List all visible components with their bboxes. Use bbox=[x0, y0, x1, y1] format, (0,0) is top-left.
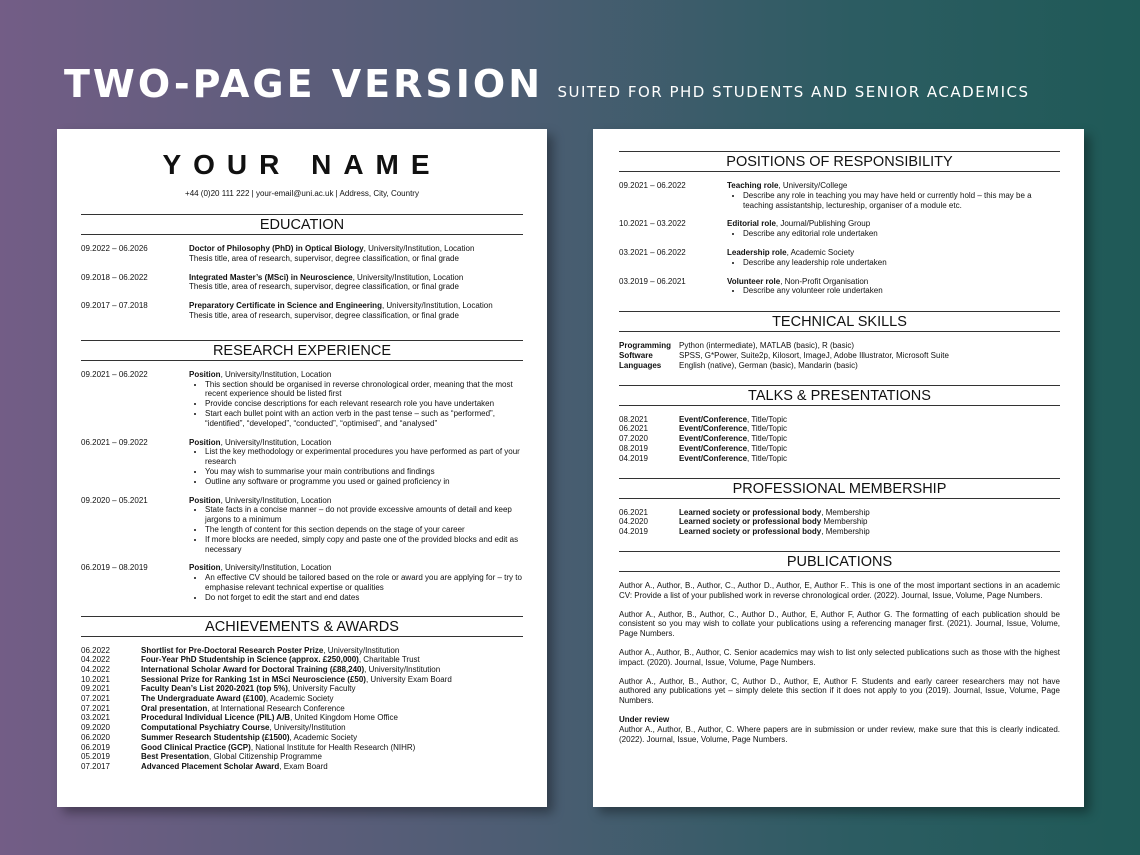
entry-title: Editorial role bbox=[727, 219, 776, 229]
bullet-item: • List the key methodology or experimental procedures you have performed as part of your research bbox=[205, 447, 523, 467]
entry-date: 09.2021 – 06.2022 bbox=[81, 369, 148, 379]
entry-title: Position bbox=[189, 437, 221, 447]
row-title: Computational Psychiatry Course bbox=[141, 723, 270, 733]
entry-date: 10.2021 – 03.2022 bbox=[619, 219, 686, 229]
row-body bbox=[141, 694, 523, 704]
banner-title: TWO-PAGE VERSION bbox=[64, 62, 544, 106]
row-title: Learned society or professional body bbox=[679, 507, 822, 517]
publication-item: Author A., Author, B., Author, C. Senior academics may wish to list only selected publications such as those with the highest impact. (2020). Journal, Issue, Volume, Page Numbers. bbox=[619, 647, 1060, 667]
award-row bbox=[81, 743, 523, 753]
entry-institution: , University/Institution, Location bbox=[381, 301, 493, 311]
row-title: Summer Research Studentship (£1500) bbox=[141, 732, 290, 742]
row-body bbox=[679, 508, 1060, 518]
entry-institution: , University/Institution, Location bbox=[220, 495, 332, 505]
cv-entry bbox=[81, 273, 523, 293]
talk-row bbox=[619, 454, 1060, 464]
row-date: 09.2020 bbox=[81, 723, 110, 733]
publication-item: Author A., Author, B., Author, C., Author D., Author, E, Author F.. This is one of the most important sections in an academic CV: Provide a list of your published work in reverse chronological order. (2022). Journal, Issue, Volume, Page Numbers. bbox=[619, 580, 1060, 600]
entry-body bbox=[727, 181, 1060, 210]
row-date: 07.2021 bbox=[81, 703, 110, 713]
award-row bbox=[81, 655, 523, 665]
row-title: Four-Year PhD Studentship in Science (approx. £250,000) bbox=[141, 655, 359, 665]
talk-row bbox=[619, 415, 1060, 425]
talks-section bbox=[619, 415, 1060, 464]
row-body bbox=[141, 752, 523, 762]
award-row bbox=[81, 646, 523, 656]
award-row bbox=[81, 762, 523, 772]
entry-title: Position bbox=[189, 369, 221, 379]
entry-title: Position bbox=[189, 563, 221, 573]
row-body bbox=[679, 434, 1060, 444]
talk-row bbox=[619, 444, 1060, 454]
row-title: Event/Conference bbox=[679, 443, 748, 453]
row-date: 06.2021 bbox=[619, 507, 648, 517]
entry-institution: , Non-Profit Organisation bbox=[780, 276, 869, 286]
research-section bbox=[81, 370, 523, 603]
bullet-item: • If more blocks are needed, simply copy and paste one of the provided blocks and edit as necessary bbox=[205, 535, 523, 555]
bullet-item: • An effective CV should be tailored based on the role or award you are applying for – try to emphasise relevant technical expertise or qualities bbox=[205, 573, 523, 593]
cv-entry bbox=[81, 438, 523, 487]
row-rest: , Title/Topic bbox=[747, 434, 788, 444]
under-review-text: Author A., Author, B., Author, C. Where papers are in submission or under review, make sure that this is clearly indicated. (2022). Journal, Issue, Volume, Page Numbers. bbox=[619, 724, 1060, 744]
entry-bullets bbox=[189, 573, 523, 602]
entry-body bbox=[189, 438, 523, 487]
row-rest: , United Kingdom Home Office bbox=[290, 713, 398, 723]
row-title: Learned society or professional body bbox=[679, 527, 822, 537]
row-date: 06.2019 bbox=[81, 742, 110, 752]
row-rest: , at International Research Conference bbox=[207, 703, 345, 713]
entry-date: 06.2021 – 09.2022 bbox=[81, 437, 148, 447]
bullet-item: • Provide concise descriptions for each relevant research role you have undertaken bbox=[205, 399, 523, 409]
row-date: 04.2019 bbox=[619, 453, 648, 463]
row-body bbox=[141, 723, 523, 733]
award-row bbox=[81, 665, 523, 675]
row-rest: , Charitable Trust bbox=[358, 655, 420, 665]
entry-institution: , University/Institution, Location bbox=[220, 437, 332, 447]
skill-row bbox=[619, 361, 1060, 371]
row-date: 06.2021 bbox=[619, 424, 648, 434]
row-rest: , University Exam Board bbox=[365, 674, 452, 684]
award-row bbox=[81, 675, 523, 685]
row-body bbox=[679, 424, 1060, 434]
cv-entry bbox=[619, 219, 1060, 239]
cv-entry bbox=[81, 563, 523, 602]
row-rest: , Title/Topic bbox=[747, 443, 788, 453]
row-body bbox=[679, 444, 1060, 454]
bullet-item: • Describe any editorial role undertaken bbox=[743, 229, 1060, 239]
entry-date: 09.2022 – 06.2026 bbox=[81, 244, 148, 253]
entry-body bbox=[189, 273, 523, 293]
skill-value: SPSS, G*Power, Suite2p, Kilosort, ImageJ, Adobe Illustrator, Microsoft Suite bbox=[679, 350, 949, 360]
entry-institution: , University/Institution, Location bbox=[220, 369, 332, 379]
cv-entry bbox=[81, 244, 523, 264]
row-title: Advanced Placement Scholar Award bbox=[141, 761, 280, 771]
entry-body bbox=[189, 244, 523, 264]
row-title: Sessional Prize for Ranking 1st in MSci Neuroscience (£50) bbox=[141, 674, 366, 684]
publications-heading: PUBLICATIONS bbox=[619, 551, 1060, 572]
row-date: 04.2019 bbox=[619, 527, 648, 537]
entry-bullets bbox=[189, 505, 523, 554]
row-date: 07.2020 bbox=[619, 434, 648, 444]
entry-institution: , Journal/Publishing Group bbox=[775, 219, 871, 229]
row-body bbox=[141, 665, 523, 675]
talk-row bbox=[619, 424, 1060, 434]
row-title: Faculty Dean’s List 2020-2021 (top 5%) bbox=[141, 684, 288, 694]
bullet-item: • This section should be organised in reverse chronological order, meaning that the most recent experience should be listed first bbox=[205, 380, 523, 400]
entry-institution: , Academic Society bbox=[786, 247, 855, 257]
entry-title: Volunteer role bbox=[727, 276, 781, 286]
cv-entry bbox=[81, 301, 523, 321]
entry-date: 09.2018 – 06.2022 bbox=[81, 272, 148, 282]
skills-section bbox=[619, 341, 1060, 370]
skill-label: Languages bbox=[619, 360, 662, 370]
row-body bbox=[141, 646, 523, 656]
row-title: Shortlist for Pre-Doctoral Research Poster Prize bbox=[141, 645, 324, 655]
row-date: 09.2021 bbox=[81, 684, 110, 694]
row-rest: , Academic Society bbox=[265, 694, 334, 704]
row-rest: , Exam Board bbox=[279, 761, 328, 771]
row-date: 04.2022 bbox=[81, 655, 110, 665]
row-body bbox=[679, 527, 1060, 537]
skill-value: Python (intermediate), MATLAB (basic), R (basic) bbox=[679, 341, 855, 351]
entry-detail: Thesis title, area of research, supervisor, degree classification, or final grade bbox=[189, 253, 459, 263]
row-body bbox=[141, 733, 523, 743]
entry-body bbox=[727, 277, 1060, 297]
cv-name: YOUR NAME bbox=[162, 149, 442, 180]
bullet-item: • The length of content for this section depends on the stage of your career bbox=[205, 525, 523, 535]
bullet-item: • Describe any volunteer role undertaken bbox=[743, 286, 1060, 296]
row-title: International Scholar Award for Doctoral Training (£88,240) bbox=[141, 664, 365, 674]
banner-subtitle: SUITED FOR PHD STUDENTS AND SENIOR ACADEMICS bbox=[557, 83, 1030, 101]
entry-institution: , University/Institution, Location bbox=[363, 244, 475, 253]
row-body bbox=[679, 415, 1060, 425]
entry-bullets bbox=[727, 191, 1060, 211]
row-date: 10.2021 bbox=[81, 674, 110, 684]
row-date: 06.2020 bbox=[81, 732, 110, 742]
row-date: 04.2020 bbox=[619, 517, 648, 527]
award-row bbox=[81, 704, 523, 714]
entry-institution: , University/Institution, Location bbox=[220, 563, 332, 573]
row-rest: , University/Institution bbox=[269, 723, 346, 733]
row-rest: , Academic Society bbox=[289, 732, 358, 742]
entry-date: 09.2017 – 07.2018 bbox=[81, 301, 148, 311]
row-date: 08.2021 bbox=[619, 414, 648, 424]
membership-row bbox=[619, 508, 1060, 518]
row-rest: , Global Citizenship Programme bbox=[209, 752, 322, 762]
row-title: Event/Conference bbox=[679, 414, 748, 424]
skill-row bbox=[619, 341, 1060, 351]
entry-bullets bbox=[189, 447, 523, 486]
skill-label: Programming bbox=[619, 341, 672, 351]
award-row bbox=[81, 684, 523, 694]
skills-heading: TECHNICAL SKILLS bbox=[619, 311, 1060, 332]
row-date: 04.2022 bbox=[81, 664, 110, 674]
positions-heading: POSITIONS OF RESPONSIBILITY bbox=[619, 151, 1060, 172]
publications-section bbox=[619, 581, 1060, 706]
row-body bbox=[141, 675, 523, 685]
row-title: Best Presentation bbox=[141, 752, 210, 762]
row-body bbox=[141, 743, 523, 753]
cv-entry bbox=[81, 496, 523, 555]
row-title: Good Clinical Practice (GCP) bbox=[141, 742, 251, 752]
entry-date: 06.2019 – 08.2019 bbox=[81, 563, 148, 573]
membership-row bbox=[619, 527, 1060, 537]
under-review-label: Under review bbox=[619, 714, 670, 724]
entry-bullets bbox=[727, 229, 1060, 239]
research-heading: RESEARCH EXPERIENCE bbox=[81, 340, 523, 361]
entry-title: Position bbox=[189, 495, 221, 505]
entry-body bbox=[189, 496, 523, 555]
awards-heading: ACHIEVEMENTS & AWARDS bbox=[81, 616, 523, 637]
award-row bbox=[81, 752, 523, 762]
row-body bbox=[679, 454, 1060, 464]
entry-date: 03.2021 – 06.2022 bbox=[619, 247, 686, 257]
entry-title: Integrated Master’s (MSci) in Neuroscience bbox=[189, 272, 353, 282]
awards-section bbox=[81, 646, 523, 772]
entry-bullets bbox=[727, 286, 1060, 296]
publication-item: Author A., Author, B., Author, C, Author D., Author, E, Author F. Students and early career researchers may not have authored any publications yet – simply delete this section if it does not apply to you (2019). Journal, Issue, Volume, Page Numbers. bbox=[619, 676, 1060, 706]
bullet-item: • Do not forget to edit the start and end dates bbox=[205, 593, 523, 603]
row-rest: , University/Institution bbox=[364, 664, 441, 674]
skill-value: English (native), German (basic), Mandarin (basic) bbox=[679, 360, 858, 370]
entry-body bbox=[189, 370, 523, 429]
entry-title: Doctor of Philosophy (PhD) in Optical Biology bbox=[189, 244, 364, 253]
entry-institution: , University/College bbox=[778, 181, 848, 190]
entry-title: Teaching role bbox=[727, 181, 779, 190]
bullet-item: • Outline any software or programme you used or gained proficiency in bbox=[205, 477, 523, 487]
row-body bbox=[141, 684, 523, 694]
skill-row bbox=[619, 351, 1060, 361]
entry-body bbox=[189, 563, 523, 602]
entry-bullets bbox=[727, 258, 1060, 268]
row-body bbox=[141, 704, 523, 714]
bullet-item: • Describe any role in teaching you may have held or currently hold – this may be a teaching assistantship, lectureship, organiser of a module etc. bbox=[743, 191, 1060, 211]
cv-entry bbox=[81, 370, 523, 429]
entry-body bbox=[189, 301, 523, 321]
award-row bbox=[81, 713, 523, 723]
row-rest: , University Faculty bbox=[287, 684, 356, 694]
entry-date: 03.2019 – 06.2021 bbox=[619, 276, 686, 286]
entry-date: 09.2021 – 06.2022 bbox=[619, 181, 686, 190]
membership-row bbox=[619, 517, 1060, 527]
education-heading: EDUCATION bbox=[81, 214, 523, 235]
bullet-item: • You may wish to summarise your main contributions and findings bbox=[205, 467, 523, 477]
cv-entry bbox=[619, 248, 1060, 268]
positions-section bbox=[619, 181, 1060, 296]
row-rest: Membership bbox=[821, 517, 868, 527]
row-rest: , Title/Topic bbox=[747, 414, 788, 424]
row-date: 05.2019 bbox=[81, 752, 110, 762]
entry-title: Leadership role bbox=[727, 247, 787, 257]
row-rest: , Title/Topic bbox=[747, 453, 788, 463]
row-rest: , National Institute for Health Research (NIHR) bbox=[250, 742, 416, 752]
entry-bullets bbox=[189, 380, 523, 429]
bullet-item: • Start each bullet point with an action verb in the past tense – such as “performed”, “identified”, “developed”, “conducted”, “optimised”, and “analysed” bbox=[205, 409, 523, 429]
entry-body bbox=[727, 248, 1060, 268]
row-title: Oral presentation bbox=[141, 703, 208, 713]
row-title: Event/Conference bbox=[679, 424, 748, 434]
row-rest: , Membership bbox=[821, 507, 870, 517]
entry-detail: Thesis title, area of research, supervisor, degree classification, or final grade bbox=[189, 282, 459, 292]
row-date: 03.2021 bbox=[81, 713, 110, 723]
row-title: Learned society or professional body bbox=[679, 517, 822, 527]
row-body bbox=[141, 762, 523, 772]
row-title: Event/Conference bbox=[679, 434, 748, 444]
cv-contact: +44 (0)20 111 222 | your-email@uni.ac.uk | Address, City, Country bbox=[185, 189, 419, 198]
cv-entry bbox=[619, 277, 1060, 297]
under-review-block bbox=[619, 715, 1060, 744]
entry-institution: , University/Institution, Location bbox=[352, 272, 464, 282]
membership-heading: PROFESSIONAL MEMBERSHIP bbox=[619, 478, 1060, 499]
banner bbox=[64, 62, 1120, 106]
cv-page-two bbox=[593, 129, 1084, 807]
row-body bbox=[141, 655, 523, 665]
row-date: 07.2021 bbox=[81, 694, 110, 704]
skill-label: Software bbox=[619, 350, 653, 360]
row-rest: , Title/Topic bbox=[747, 424, 788, 434]
membership-section bbox=[619, 508, 1060, 537]
row-rest: , University/Institution bbox=[323, 645, 400, 655]
row-title: Event/Conference bbox=[679, 453, 748, 463]
row-title: Procedural Individual Licence (PIL) A/B bbox=[141, 713, 291, 723]
entry-body bbox=[727, 219, 1060, 239]
row-title: The Undergraduate Award (£100) bbox=[141, 694, 266, 704]
cv-entry bbox=[619, 181, 1060, 210]
award-row bbox=[81, 723, 523, 733]
row-body bbox=[679, 517, 1060, 527]
talks-heading: TALKS & PRESENTATIONS bbox=[619, 385, 1060, 406]
entry-detail: Thesis title, area of research, supervisor, degree classification, or final grade bbox=[189, 310, 459, 320]
row-date: 06.2022 bbox=[81, 645, 110, 655]
cv-page-one bbox=[57, 129, 547, 807]
award-row bbox=[81, 733, 523, 743]
award-row bbox=[81, 694, 523, 704]
education-section bbox=[81, 244, 523, 321]
row-date: 07.2017 bbox=[81, 761, 110, 771]
publication-item: Author A., Author, B., Author, C., Author D., Author, E, Author F, Author G. The formatting of each publication should be consistent so you may wish to collate your publications using a referencing manager first. (2021). Journal, Issue, Volume, Page Numbers. bbox=[619, 609, 1060, 639]
row-body bbox=[141, 713, 523, 723]
bullet-item: • State facts in a concise manner – do not provide excessive amounts of detail and keep jargons to a minimum bbox=[205, 505, 523, 525]
entry-date: 09.2020 – 05.2021 bbox=[81, 495, 148, 505]
bullet-item: • Describe any leadership role undertaken bbox=[743, 258, 1060, 268]
row-rest: , Membership bbox=[821, 527, 870, 537]
row-date: 08.2019 bbox=[619, 443, 648, 453]
talk-row bbox=[619, 434, 1060, 444]
entry-title: Preparatory Certificate in Science and Engineering bbox=[189, 301, 382, 311]
